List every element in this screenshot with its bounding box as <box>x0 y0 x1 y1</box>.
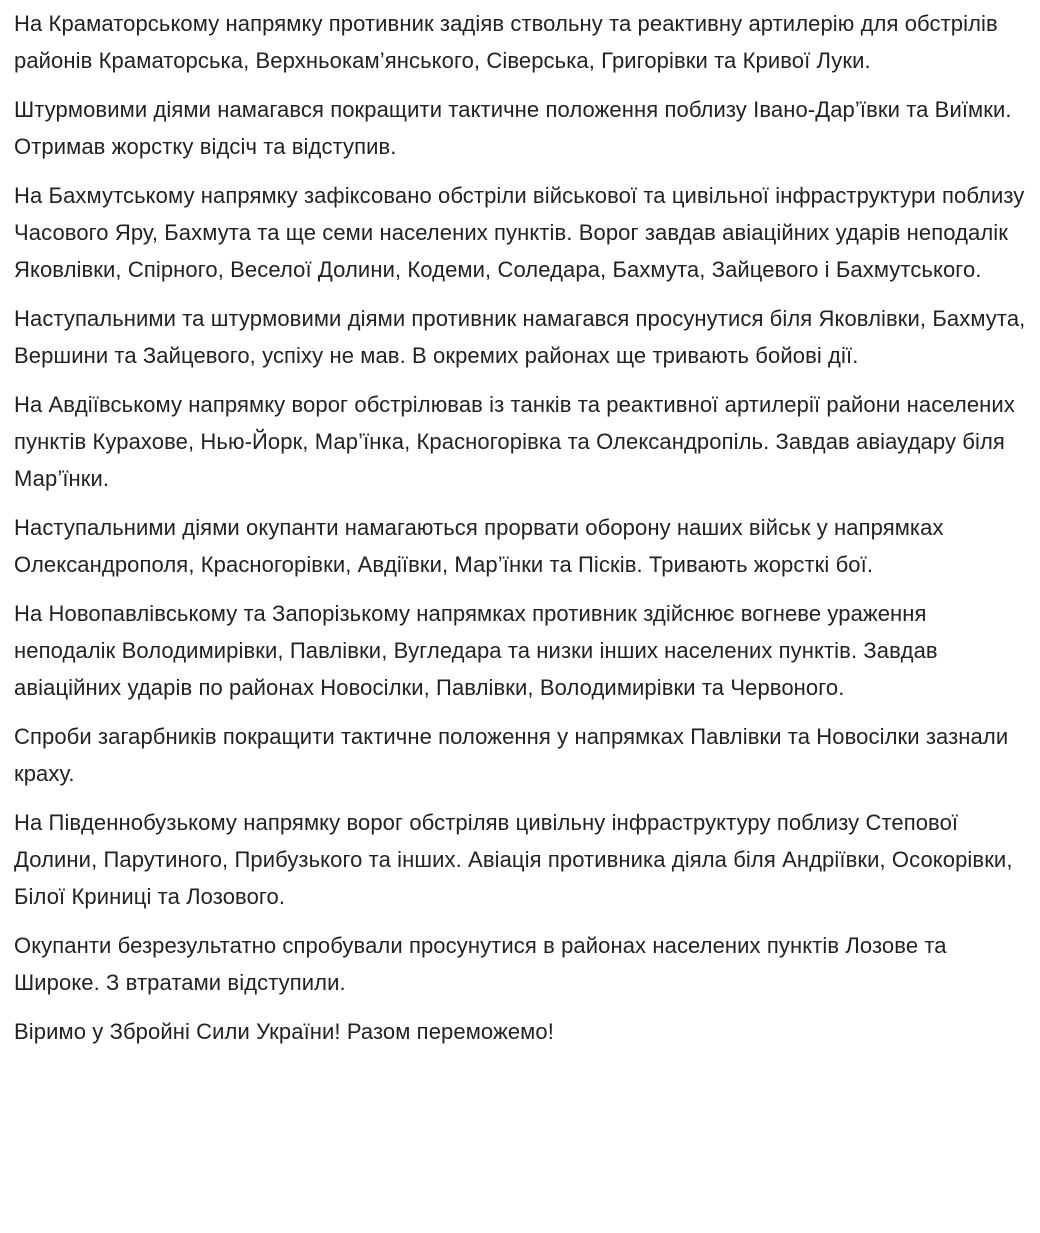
report-paragraph-novopavlivka-zaporizhzhia: На Новопавлівському та Запорізькому напрямках противник здійснює вогневе ураження неподалік Володимирівки, Павлівки, Вугледара та низки інших населених пунктів. Завдав авіаційних ударів по районах Новосілки, Павлівки, Володимирівки та Червоного. <box>14 601 938 700</box>
report-paragraph-closing-slogan: Віримо у Збройні Сили України! Разом переможемо! <box>14 1019 554 1044</box>
report-paragraph-avdiivka-offensive: Наступальними діями окупанти намагаються прорвати оборону наших військ у напрямках Олександрополя, Красногорівки, Авдіївки, Мар’їнки та Пісків. Тривають жорсткі бої. <box>14 515 944 577</box>
report-paragraph-pivdennobuzkyi: На Південнобузькому напрямку ворог обстріляв цивільну інфраструктуру поблизу Степової Долини, Парутиного, Прибузького та інших. Авіація противника діяла біля Андріївки, Осокорівки, Білої Криниці та Лозового. <box>14 810 1013 909</box>
report-paragraph-pavlivka-attempts: Спроби загарбників покращити тактичне положення у напрямках Павлівки та Новосілки зазнали краху. <box>14 724 1009 786</box>
report-paragraph-lozove-shyroke: Окупанти безрезультатно спробували просунутися в районах населених пунктів Лозове та Широке. З втратами відступили. <box>14 933 947 995</box>
report-paragraph-assault-ivano-dariivka: Штурмовими діями намагався покращити тактичне положення поблизу Івано-Дар’ївки та Виїмки. Отримав жорстку відсіч та відступив. <box>14 97 1012 159</box>
report-paragraph-avdiivka-shelling: На Авдіївському напрямку ворог обстрілював із танків та реактивної артилерії райони населених пунктів Курахове, Нью-Йорк, Мар’їнка, Красногорівка та Олександропіль. Завдав авіаудару біля Мар’їнки. <box>14 392 1015 491</box>
report-paragraph-bakhmut-shelling: На Бахмутському напрямку зафіксовано обстріли військової та цивільної інфраструктури поблизу Часового Яру, Бахмута та ще семи населених пунктів. Ворог завдав авіаційних ударів неподалік Яковлівки, Спірного, Веселої Долини, Кодеми, Соледара, Бахмута, Зайцевого і Бахмутського. <box>14 183 1025 282</box>
report-paragraph-kramatorsk-shelling: На Краматорському напрямку противник задіяв ствольну та реактивну артилерію для обстрілів районів Краматорська, Верхньокам’янського, Сіверська, Григорівки та Кривої Луки. <box>14 11 998 73</box>
report-paragraph-bakhmut-offensive: Наступальними та штурмовими діями противник намагався просунутися біля Яковлівки, Бахмута, Вершини та Зайцевого, успіху не мав. В окремих районах ще тривають бойові дії. <box>14 306 1026 368</box>
